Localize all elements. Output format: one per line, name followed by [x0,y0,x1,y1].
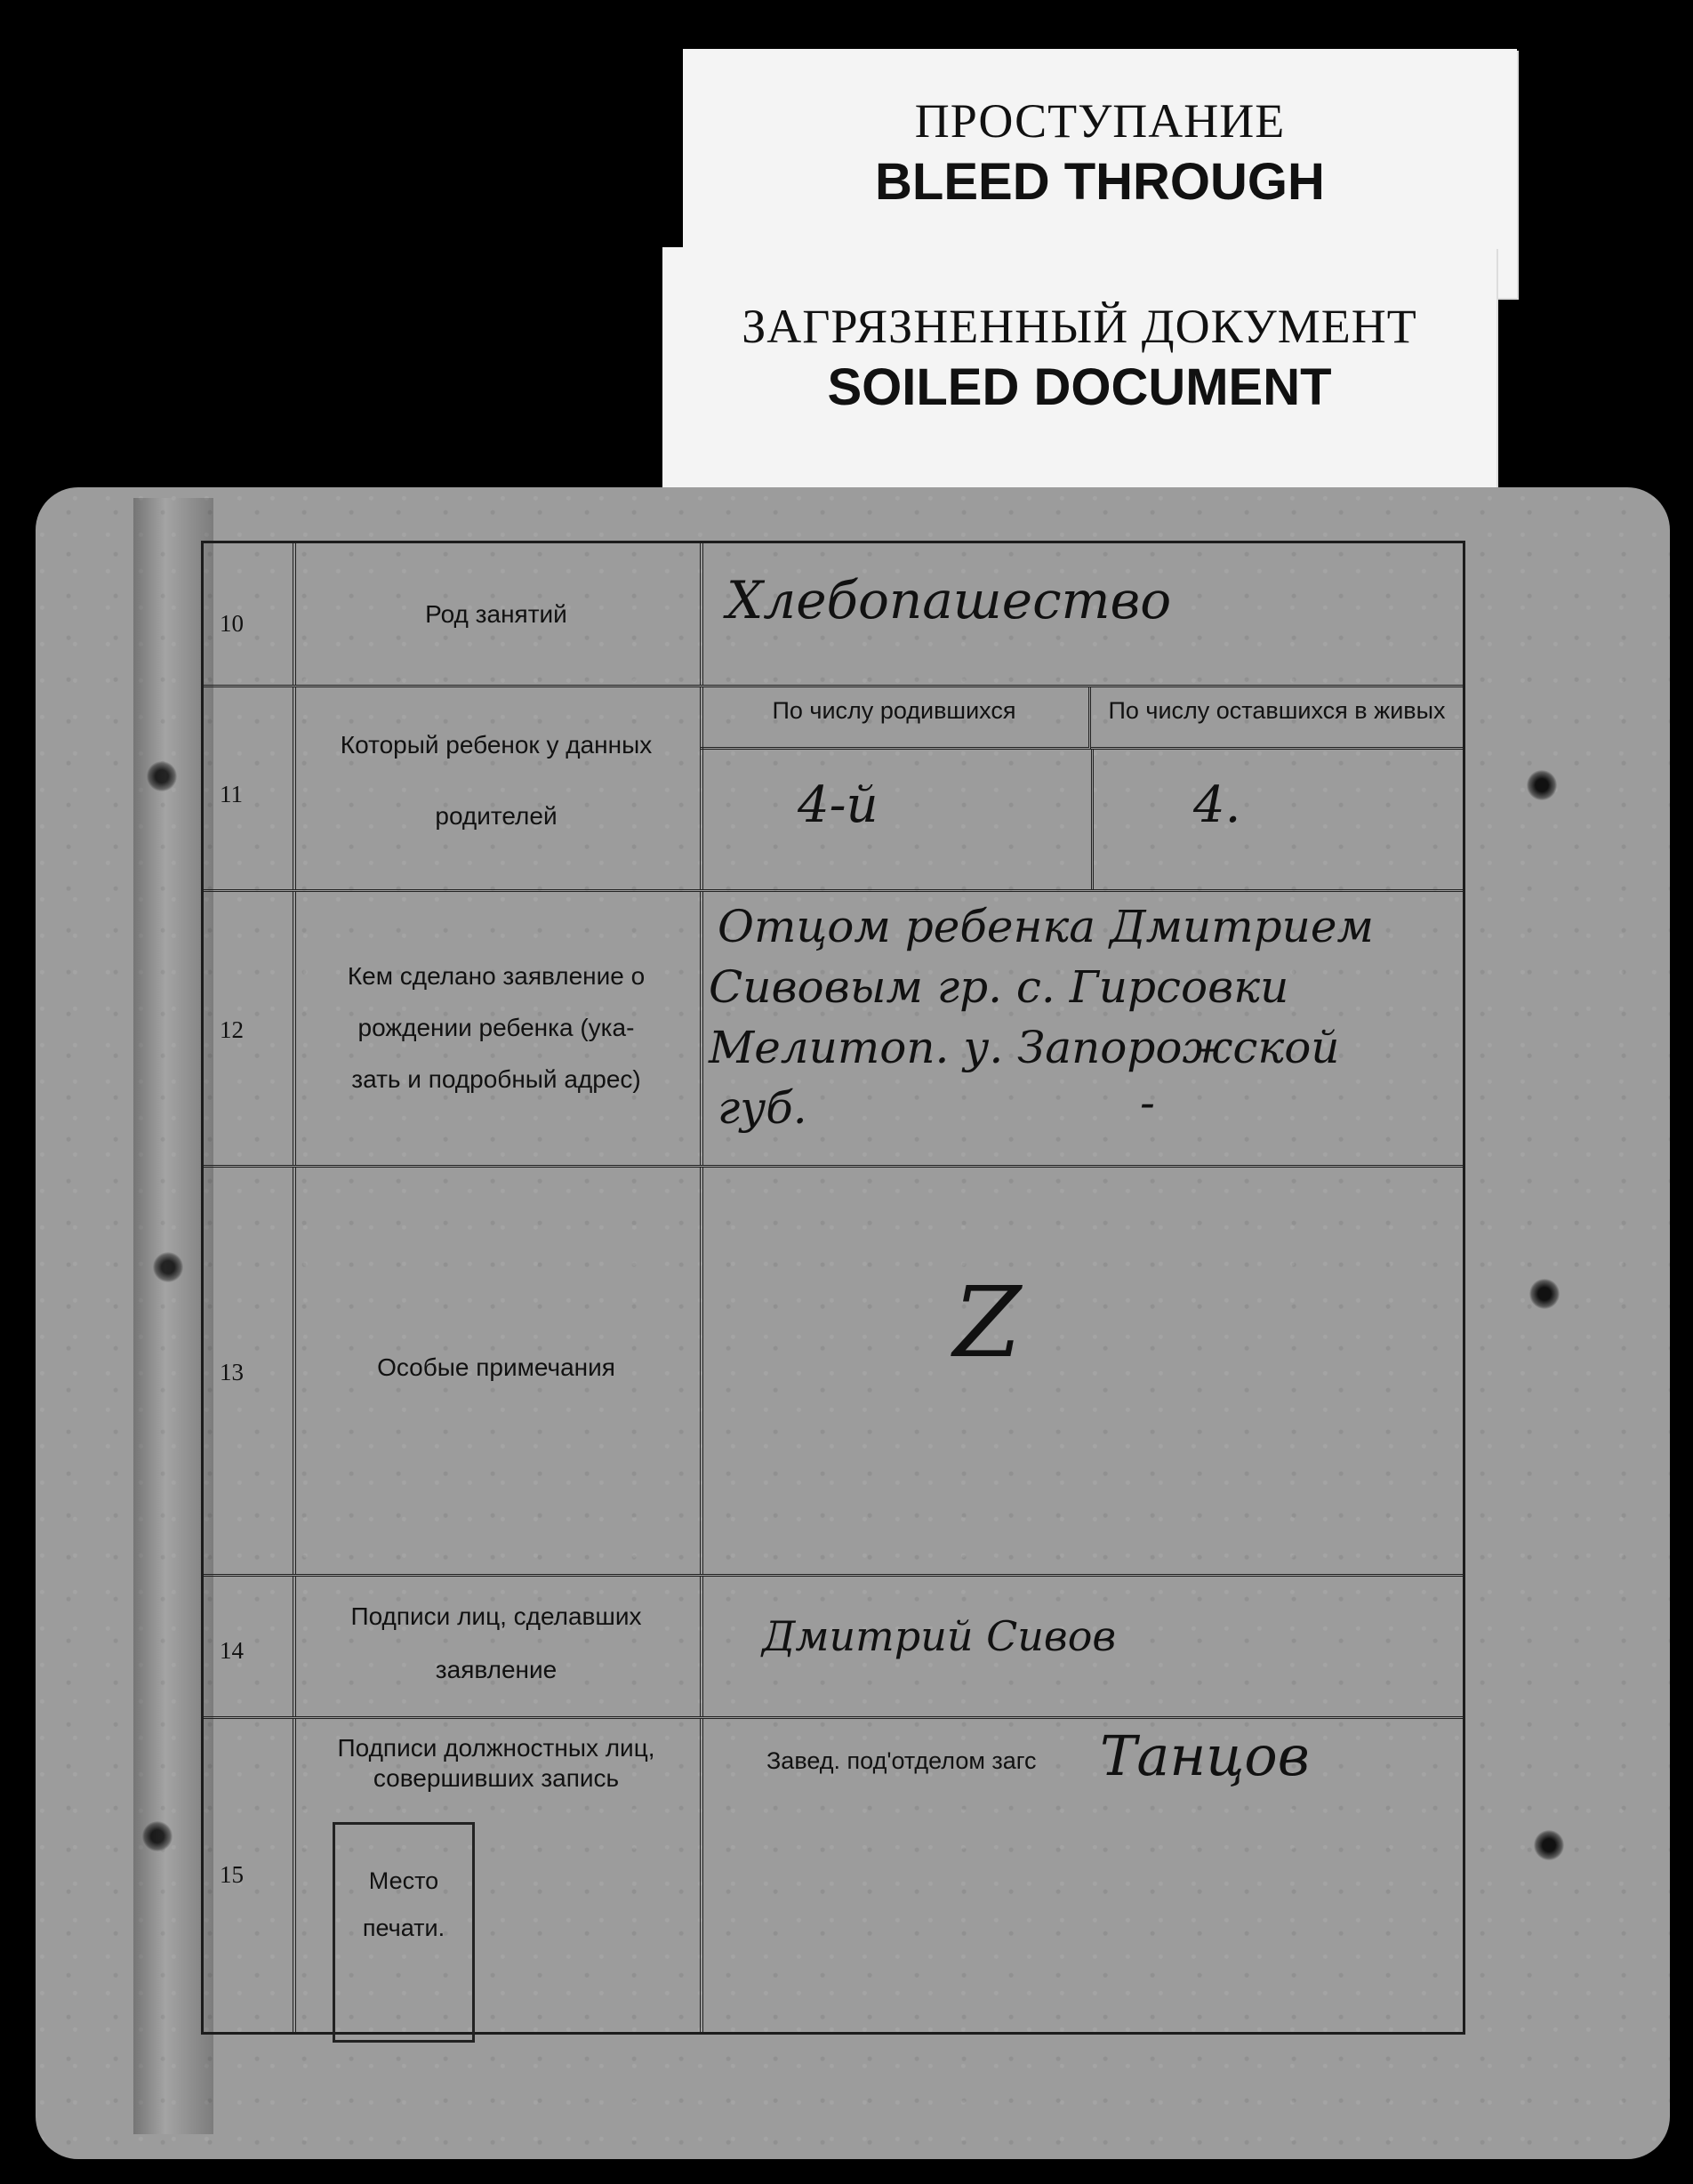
stamp-place-line1: Место [368,1867,439,1894]
declarant-signature-label-line1: Подписи лиц, сделавших [350,1602,642,1630]
stamp-place-line2: печати. [362,1915,445,1941]
row-number: 15 [220,1861,244,1888]
alive-count-value: 4. [1193,776,1241,834]
alive-count-header: По числу оставшихся в живых [1091,687,1463,750]
special-notes-label: Особые примечания [377,1353,615,1381]
official-signature: Танцов [1100,1723,1310,1788]
stamp-place-box [333,1822,475,2043]
row-14 [204,1577,1463,1719]
bleed-through-label-ru: ПРОСТУПАНИЕ [914,94,1286,148]
declarant-label-line3: зать и подробный адрес) [351,1065,641,1093]
row-number: 13 [220,1359,244,1385]
soiled-document-label-ru: ЗАГРЯЗНЕННЫЙ ДОКУМЕНТ [742,300,1417,353]
born-count-value: 4-й [798,776,879,834]
special-notes-value: Z [953,1265,1022,1379]
punch-hole-icon [1527,770,1557,800]
row-12 [204,892,1463,1168]
declarant-value-line3: Мелитоп. у. Запорожской [709,1022,1340,1073]
row-15 [204,1719,1463,2032]
born-count-header: По числу родившихся [700,687,1091,750]
declarant-value-line4: губ. [718,1082,807,1134]
row-number: 12 [220,1016,244,1043]
soiled-document-label [662,247,1496,487]
child-order-label-line1: Который ребенок у данных [340,731,653,759]
declarant-value-line1: Отцом ребенка Дмитрием [718,901,1374,952]
punch-hole-icon [1534,1830,1564,1860]
row-number: 11 [220,781,243,807]
declarant-signature-label-line2: заявление [435,1656,558,1683]
declarant-label-line1: Кем сделано заявление о [347,962,646,990]
declarant-value-line2: Сивовым гр. с. Гирсовки [709,961,1289,1013]
registry-head-label: Завед. под'отделом загс [766,1747,1037,1774]
child-order-label-line2: родителей [435,802,558,830]
declarant-value-dash: - [1140,1077,1155,1128]
row-11 [204,687,1463,892]
bleed-through-label-en: BLEED THROUGH [875,153,1325,211]
occupation-value: Хлебопашество [726,570,1172,630]
soiled-document-label-en: SOILED DOCUMENT [827,358,1332,416]
occupation-label: Род занятий [425,600,567,628]
declarant-signature: Дмитрий Сивов [762,1612,1117,1660]
row-10 [204,543,1463,687]
row-number: 10 [220,610,244,637]
birth-record-form [201,541,1465,2035]
row-13 [204,1168,1463,1577]
official-signature-label-line2: совершивших запись [373,1764,620,1792]
punch-hole-icon [1529,1279,1560,1309]
official-signature-label-line1: Подписи должностных лиц, [337,1734,655,1762]
row-number: 14 [220,1637,244,1664]
declarant-label-line2: рождении ребенка (ука- [357,1014,635,1041]
